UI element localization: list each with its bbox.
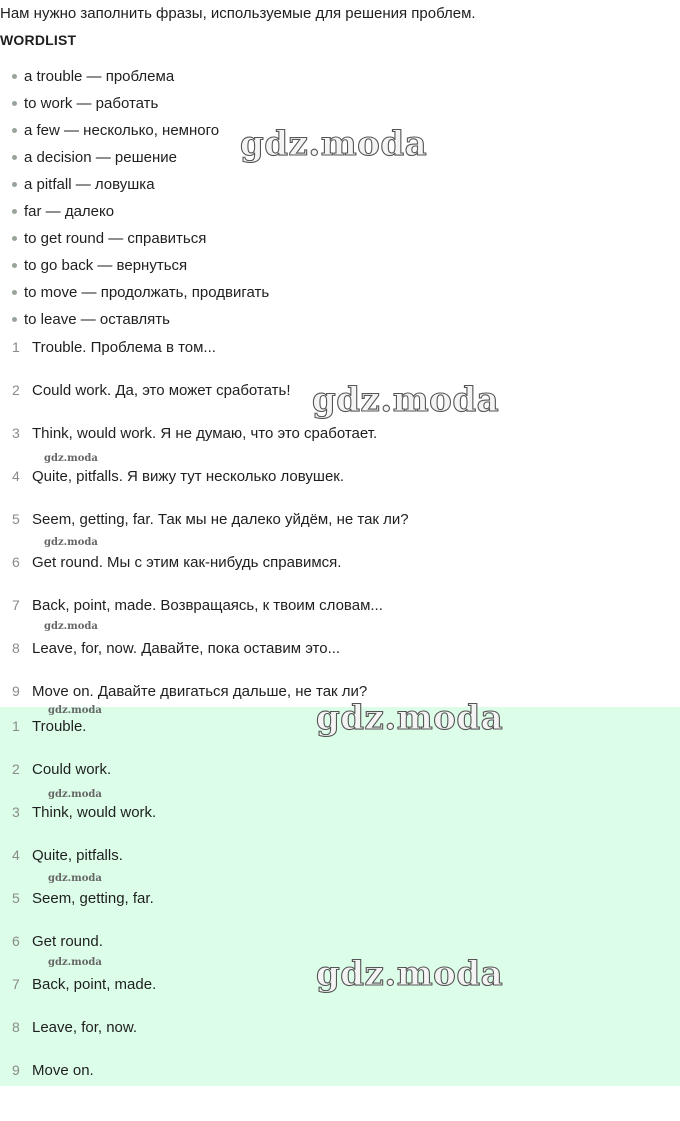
wordlist-item [12,94,269,121]
watermark-small: gdz.moda [48,957,102,968]
wordlist-item-text: a decision — решение [24,149,177,166]
answer-row [0,424,680,467]
wordlist-item [12,67,269,94]
bullet-icon [12,290,17,295]
watermark-small: gdz.moda [48,873,102,884]
wordlist-item [12,310,269,337]
watermark-small: gdz.moda [48,705,102,716]
short-answer-row [0,760,680,803]
answer-row [0,639,680,682]
answer-number: 8 [12,640,20,656]
answer-text: Leave, for, now. Давайте, пока оставим это... [32,640,341,657]
short-answer-number: 7 [12,976,20,992]
bullet-icon [12,236,17,241]
watermark-small: gdz.moda [44,453,98,464]
short-answer-number: 9 [12,1062,20,1078]
wordlist-item-text: far — далеко [24,203,115,220]
short-answer-number: 5 [12,890,20,906]
answer-text: Get round. Мы с этим как-нибудь справимся. [32,554,342,571]
answer-number: 3 [12,425,20,441]
wordlist-item-text: to get round — справиться [24,230,207,247]
watermark-small: gdz.moda [44,621,98,632]
watermark-logo: gdz.moda [316,954,504,994]
answer-text: Back, point, made. Возвращаясь, к твоим словам... [32,597,383,614]
answer-text: Think, would work. Я не думаю, что это сработает. [32,425,378,442]
bullet-icon [12,317,17,322]
answer-text: Seem, getting, far. Так мы не далеко уйдём, не так ли? [32,511,409,528]
short-answer-number: 8 [12,1019,20,1035]
short-answer-text: Get round. [32,933,103,950]
short-answer-row [0,846,680,889]
wordlist-item-text: a pitfall — ловушка [24,176,155,193]
short-answer-row [0,1061,680,1104]
short-answer-text: Could work. [32,761,112,778]
answer-row [0,338,680,381]
answer-row [0,553,680,596]
bullet-icon [12,263,17,268]
short-answer-row [0,1018,680,1061]
wordlist-item-text: to go back — вернуться [24,257,188,274]
wordlist [12,67,269,337]
answer-text: Move on. Давайте двигаться дальше, не так ли? [32,683,368,700]
watermark-logo: gdz.moda [316,698,504,738]
short-answer-number: 4 [12,847,20,863]
short-answer-text: Leave, for, now. [32,1019,138,1036]
wordlist-item-text: to leave — оставлять [24,311,170,328]
wordlist-item [12,175,269,202]
answer-text: Trouble. Проблема в том... [32,339,216,356]
wordlist-item [12,256,269,283]
watermark-small: gdz.moda [48,789,102,800]
answer-number: 4 [12,468,20,484]
short-answer-number: 1 [12,718,20,734]
short-answer-text: Seem, getting, far. [32,890,154,907]
watermark-logo: gdz.moda [240,124,428,164]
intro-text: Нам нужно заполнить фразы, используемые для решения проблем. [0,5,476,22]
bullet-icon [12,101,17,106]
short-answer-number: 6 [12,933,20,949]
bullet-icon [12,74,17,79]
short-answer-row [0,889,680,932]
short-answer-number: 3 [12,804,20,820]
answer-text: Could work. Да, это может сработать! [32,382,291,399]
answer-number: 5 [12,511,20,527]
short-answer-text: Think, would work. [32,804,157,821]
watermark-logo: gdz.moda [312,380,500,420]
wordlist-item-text: a trouble — проблема [24,68,175,85]
answer-number: 9 [12,683,20,699]
wordlist-item [12,148,269,175]
short-answer-text: Move on. [32,1062,94,1079]
bullet-icon [12,182,17,187]
short-answer-row [0,803,680,846]
wordlist-item [12,283,269,310]
short-answer-text: Trouble. [32,718,87,735]
bullet-icon [12,128,17,133]
wordlist-item-text: to move — продолжать, продвигать [24,284,270,301]
answer-number: 6 [12,554,20,570]
wordlist-item [12,229,269,256]
answer-row [0,467,680,510]
answer-number: 1 [12,339,20,355]
wordlist-item [12,121,269,148]
answer-row [0,510,680,553]
short-answer-text: Quite, pitfalls. [32,847,123,864]
wordlist-title: WORDLIST [0,32,77,48]
bullet-icon [12,155,17,160]
answer-number: 7 [12,597,20,613]
short-answers-list [0,717,680,1104]
answer-row [0,596,680,639]
bullet-icon [12,209,17,214]
wordlist-item [12,202,269,229]
short-answer-text: Back, point, made. [32,976,157,993]
answer-number: 2 [12,382,20,398]
watermark-small: gdz.moda [44,537,98,548]
wordlist-item-text: to work — работать [24,95,159,112]
short-answer-number: 2 [12,761,20,777]
wordlist-item-text: a few — несколько, немного [24,122,220,139]
answer-text: Quite, pitfalls. Я вижу тут несколько ловушек. [32,468,345,485]
